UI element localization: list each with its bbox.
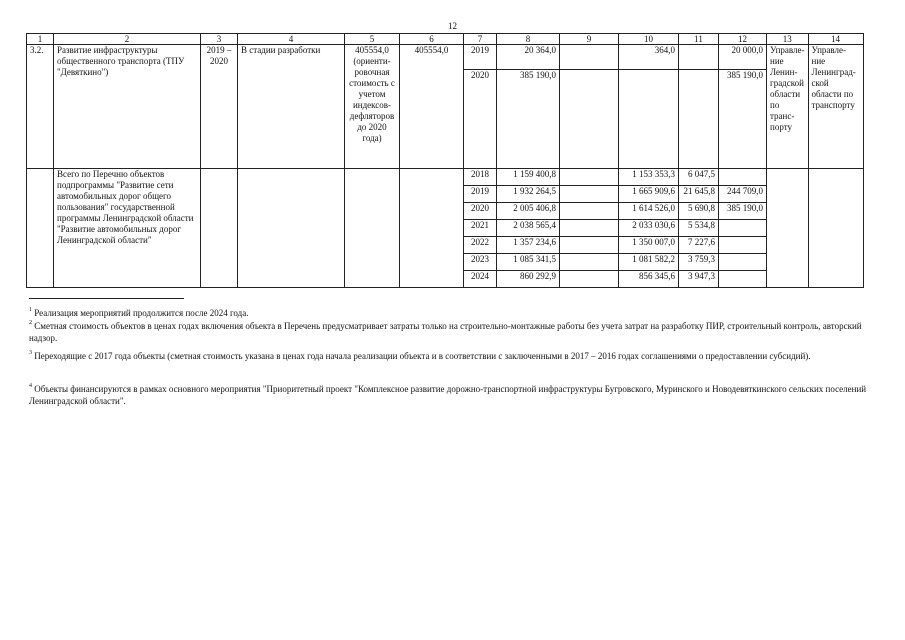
column-number: 10 [619, 34, 679, 45]
total-blank [400, 169, 464, 288]
total-blank [27, 169, 54, 288]
year: 2020 [464, 203, 497, 220]
total-blank [808, 169, 863, 288]
cost-value: 405554,0 [400, 45, 464, 169]
cell-8: 860 292,9 [497, 271, 560, 288]
total-blank [201, 169, 238, 288]
cell-12 [719, 237, 767, 254]
column-number: 2 [54, 34, 201, 45]
footnote: $^1$ Реализация мероприятий продолжится после 2024 года. [29, 307, 249, 318]
year: 2018 [464, 169, 497, 186]
cell-11: 5 534,8 [679, 220, 719, 237]
cell-12: 385 190,0 [719, 203, 767, 220]
cell-10 [619, 70, 679, 169]
column-number: 1 [27, 34, 54, 45]
cell-9 [560, 203, 619, 220]
column-number: 11 [679, 34, 719, 45]
cell-12 [719, 169, 767, 186]
cell-10: 364,0 [619, 45, 679, 70]
cell-8: 2 038 565,4 [497, 220, 560, 237]
footnote: $^2$ Сметная стоимость объектов в ценах годах включения объекта в Перечень предусматривает затраты только на строительно-монтажные работы без учета затрат на разработку ПИР, строительный контроль, авторский надзор. [29, 320, 862, 343]
page-number: 12 [448, 21, 457, 31]
cell-11: 6 047,5 [679, 169, 719, 186]
cell-10: 1 081 582,2 [619, 254, 679, 271]
estimated-cost: 405554,0 (ориенти-ровочная стоимость с учетом индексов-дефляторов до 2020 года) [345, 45, 400, 169]
year: 2019 [464, 186, 497, 203]
cell-9 [560, 271, 619, 288]
cell-11: 7 227,6 [679, 237, 719, 254]
cell-11 [679, 70, 719, 169]
column-number: 3 [201, 34, 238, 45]
cell-8: 20 364,0 [497, 45, 560, 70]
total-blank [238, 169, 345, 288]
year: 2021 [464, 220, 497, 237]
column-number: 6 [400, 34, 464, 45]
total-blank [767, 169, 809, 288]
column-number: 13 [767, 34, 809, 45]
total-name: Всего по Перечню объектов подпрограммы "Развитие сети автомобильных дорог общего пользования" государственной программы Ленинградской области "Развитие автомобильных дорог Ленинградской области" [54, 169, 201, 288]
footnote-divider [29, 298, 184, 299]
year: 2022 [464, 237, 497, 254]
cell-10: 856 345,6 [619, 271, 679, 288]
cell-12: 244 709,0 [719, 186, 767, 203]
cell-11: 21 645,8 [679, 186, 719, 203]
cell-8: 1 159 400,8 [497, 169, 560, 186]
cell-9 [560, 237, 619, 254]
cell-9 [560, 220, 619, 237]
cell-8: 1 932 264,5 [497, 186, 560, 203]
cell-8: 1 085 341,5 [497, 254, 560, 271]
column-number: 12 [719, 34, 767, 45]
cell-11 [679, 45, 719, 70]
cell-11: 5 690,8 [679, 203, 719, 220]
cell-9 [560, 45, 619, 70]
column-number: 7 [464, 34, 497, 45]
cell-9 [560, 186, 619, 203]
cell-11: 3 947,3 [679, 271, 719, 288]
cell-10: 2 033 030,6 [619, 220, 679, 237]
table-row [27, 45, 864, 70]
cell-12: 385 190,0 [719, 70, 767, 169]
year: 2023 [464, 254, 497, 271]
responsible-14: Управле-ние Ленинград-ской области по транспорту [808, 45, 863, 169]
footnote: $^4$ Объекты финансируются в рамках основного мероприятия "Приоритетный проект "Комплексное развитие дорожно-транспортной инфраструктуры Бугровского, Муринского и Новодевяткинского сельских поселений Ленинградской области". [29, 383, 867, 406]
responsible-13: Управле-ние Ленин-градской области по транс-порту [767, 45, 809, 169]
cell-11: 3 759,3 [679, 254, 719, 271]
column-number: 14 [808, 34, 863, 45]
table-row [27, 169, 864, 186]
objects-table [26, 33, 864, 288]
cell-10: 1 350 007,0 [619, 237, 679, 254]
column-number: 4 [238, 34, 345, 45]
cell-8: 2 005 406,8 [497, 203, 560, 220]
cell-9 [560, 169, 619, 186]
cell-10: 1 614 526,0 [619, 203, 679, 220]
cell-10: 1 153 353,3 [619, 169, 679, 186]
column-number: 5 [345, 34, 400, 45]
year: 2019 [464, 45, 497, 70]
year: 2020 [464, 70, 497, 169]
cell-12: 20 000,0 [719, 45, 767, 70]
cell-12 [719, 254, 767, 271]
cell-10: 1 665 909,6 [619, 186, 679, 203]
total-blank [345, 169, 400, 288]
period: 2019 – 2020 [201, 45, 238, 169]
cell-12 [719, 220, 767, 237]
year: 2024 [464, 271, 497, 288]
cell-12 [719, 271, 767, 288]
object-name: Развитие инфраструктуры общественного транспорта (ТПУ "Девяткино") [54, 45, 201, 169]
cell-8: 385 190,0 [497, 70, 560, 169]
column-number: 8 [497, 34, 560, 45]
footnote: $^3$ Переходящие с 2017 года объекты (сметная стоимость указана в ценах года начала реализации объекта и в соответствии с заключенными в 2017 – 2016 годах соглашениями о предоставлении субсидий). [29, 350, 811, 361]
row-number: 3.2. [27, 45, 54, 169]
cell-9 [560, 254, 619, 271]
column-number: 9 [560, 34, 619, 45]
stage: В стадии разработки [238, 45, 345, 169]
cell-9 [560, 70, 619, 169]
cell-8: 1 357 234,6 [497, 237, 560, 254]
header-row [27, 34, 864, 45]
